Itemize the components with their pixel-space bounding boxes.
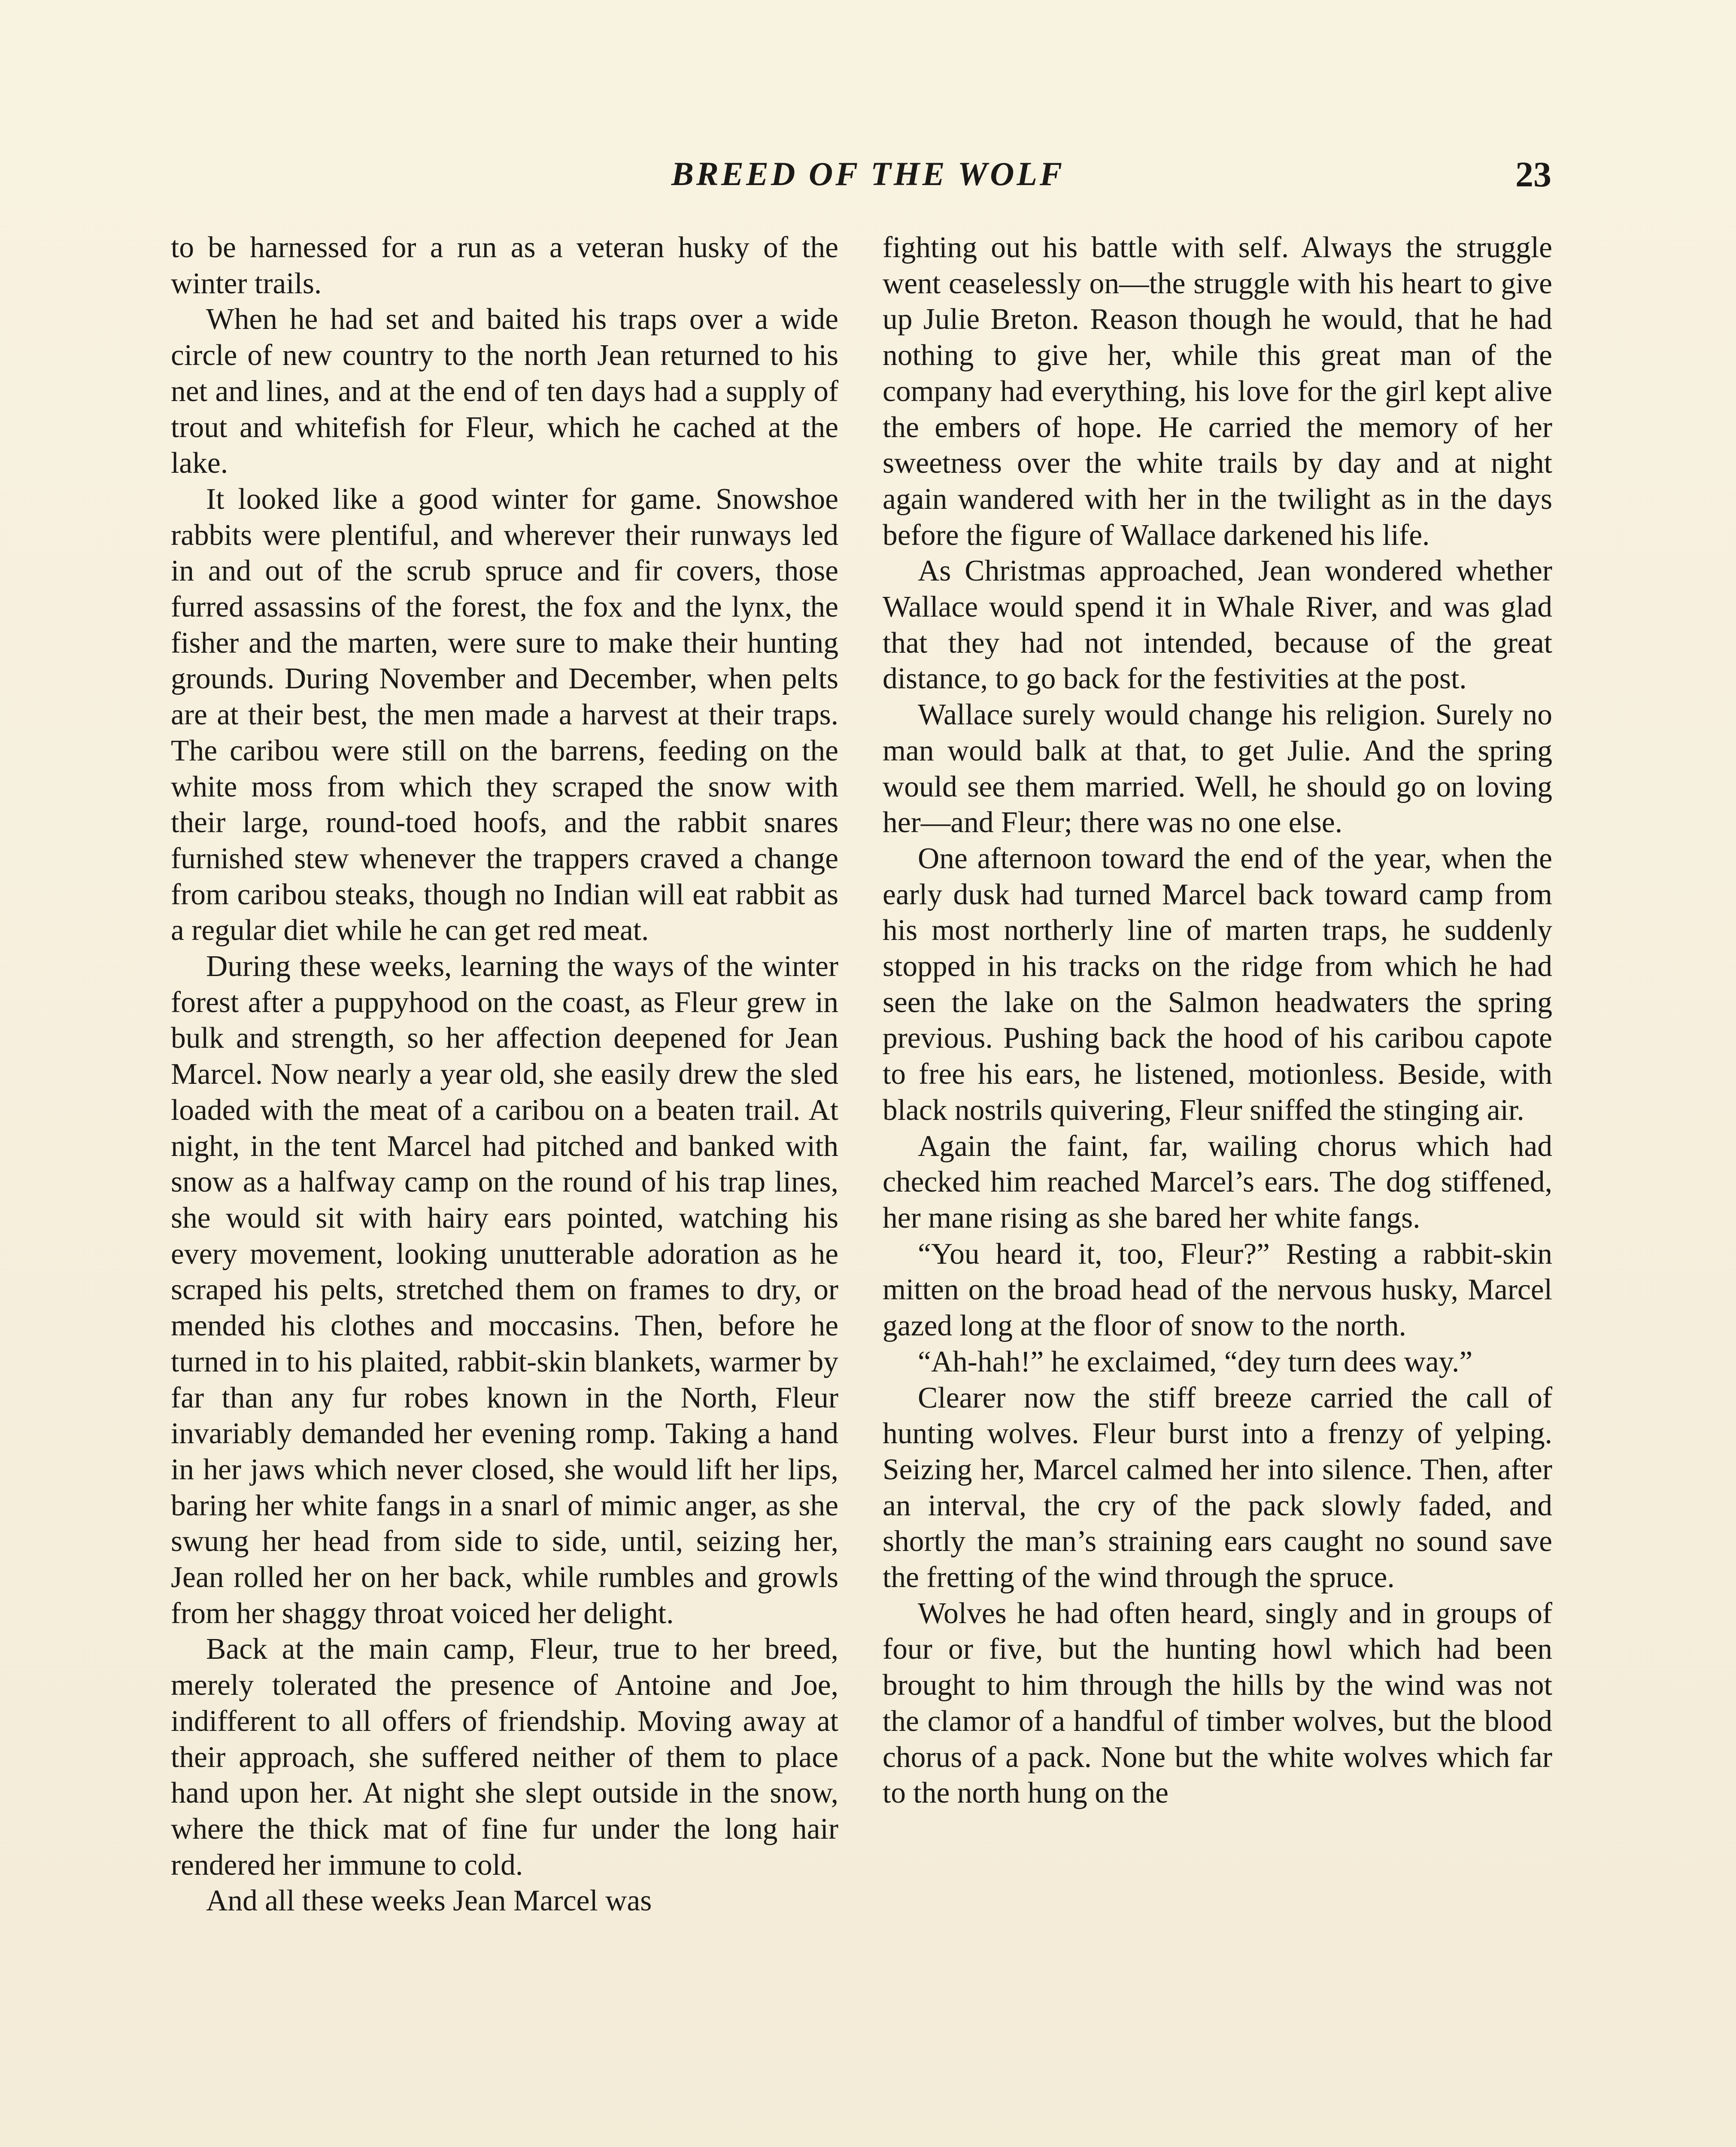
paragraph: “Ah-hah!” he exclaimed, “dey turn dees way.” bbox=[918, 1345, 1473, 1378]
paragraph: It looked like a good winter for game. Snowshoe rabbits were plentiful, and wherever their runways led in and out of the scrub spruce and fir covers, those furred assassins of the forest, the fox and the lynx, the fisher and the marten, were sure to make their hunting grounds. During November and December, when pelts are at their best, the men made a harvest at their traps. The caribou were still on the barrens, feeding on the white moss from which they scraped the snow with their large, round-toed hoofs, and the rabbit snares furnished stew whenever the trappers craved a change from caribou steaks, though no Indian will eat rabbit as a regular diet while he can get red meat. bbox=[171, 482, 838, 947]
paragraph: One afternoon toward the end of the year, when the early dusk had turned Marcel back toward camp from his most northerly line of marten traps, he suddenly stopped in his tracks on the ridge from which he had seen the lake on the Salmon headwaters the spring previous. Pushing back the hood of his caribou capote to free his ears, he listened, motionless. Beside, with black nostrils quivering, Fleur sniffed the stinging air. bbox=[883, 842, 1552, 1127]
paragraph: Back at the main camp, Fleur, true to her breed, merely tolerated the presence of Antoine and Joe, indifferent to all offers of friendship. Moving away at their approach, she suffered neither of them to place hand upon her. At night she slept outside in the snow, where the thick mat of fine fur under the long hair rendered her immune to cold. bbox=[171, 1633, 838, 1882]
page-header bbox=[0, 150, 1736, 202]
right-column bbox=[883, 230, 1552, 1811]
paragraph: Again the faint, far, wailing chorus which had checked him reached Marcel’s ears. The dog stiffened, her mane rising as she bared her white fangs. bbox=[883, 1129, 1552, 1235]
running-title: BREED OF THE WOLF bbox=[671, 155, 1065, 192]
paragraph: Wallace surely would change his religion. Surely no man would balk at that, to get Julie. And the spring would see them married. Well, he should go on loving her—and Fleur; there was no one else. bbox=[883, 698, 1552, 839]
page-number: 23 bbox=[1515, 155, 1551, 195]
paragraph: Wolves he had often heard, singly and in groups of four or five, but the hunting howl which had been brought to him through the hills by the wind was not the clamor of a handful of timber wolves, but the blood chorus of a pack. None but the white wolves which far to the north hung on the bbox=[883, 1597, 1552, 1810]
paragraph: fighting out his battle with self. Always the struggle went ceaselessly on—the struggle with his heart to give up Julie Breton. Reason though he would, that he had nothing to give her, while this great man of the company had everything, his love for the girl kept alive the embers of hope. He carried the memory of her sweetness over the white trails by day and at night again wandered with her in the twilight as in the days before the figure of Wallace darkened his life. bbox=[883, 231, 1552, 552]
paragraph: to be harnessed for a run as a veteran husky of the winter trails. bbox=[171, 231, 838, 300]
paragraph: As Christmas approached, Jean wondered whether Wallace would spend it in Whale River, and was glad that they had not intended, because of the great distance, to go back for the festivities at the post. bbox=[883, 554, 1552, 696]
paragraph: “You heard it, too, Fleur?” Resting a rabbit-skin mitten on the broad head of the nervous husky, Marcel gazed long at the floor of snow to the north. bbox=[883, 1237, 1552, 1343]
paragraph: And all these weeks Jean Marcel was bbox=[206, 1884, 652, 1918]
paragraph: During these weeks, learning the ways of the winter forest after a puppyhood on the coast, as Fleur grew in bulk and strength, so her affection deepened for Jean Marcel. Now nearly a year old, she easily drew the sled loaded with the meat of a caribou on a beaten trail. At night, in the tent Marcel had pitched and banked with snow as a halfway camp on the round of his trap lines, she would sit with hairy ears pointed, watching his every movement, looking unutterable adoration as he scraped his pelts, stretched them on frames to dry, or mended his clothes and moccasins. Then, before he turned in to his plaited, rabbit-skin blankets, warmer by far than any fur robes known in the North, Fleur invariably demanded her evening romp. Taking a hand in her jaws which never closed, she would lift her lips, baring her white fangs in a snarl of mimic anger, as she swung her head from side to side, until, seizing her, Jean rolled her on her back, while rumbles and growls from her shaggy throat voiced her delight. bbox=[171, 950, 838, 1630]
paragraph: Clearer now the stiff breeze carried the call of hunting wolves. Fleur burst into a frenzy of yelping. Seizing her, Marcel calmed her into silence. Then, after an interval, the cry of the pack slowly faded, and shortly the man’s straining ears caught no sound save the fretting of the wind through the spruce. bbox=[883, 1381, 1552, 1594]
paragraph: When he had set and baited his traps over a wide circle of new country to the north Jean returned to his net and lines, and at the end of ten days had a supply of trout and whitefish for Fleur, which he cached at the lake. bbox=[171, 303, 838, 480]
left-column bbox=[171, 230, 838, 1919]
